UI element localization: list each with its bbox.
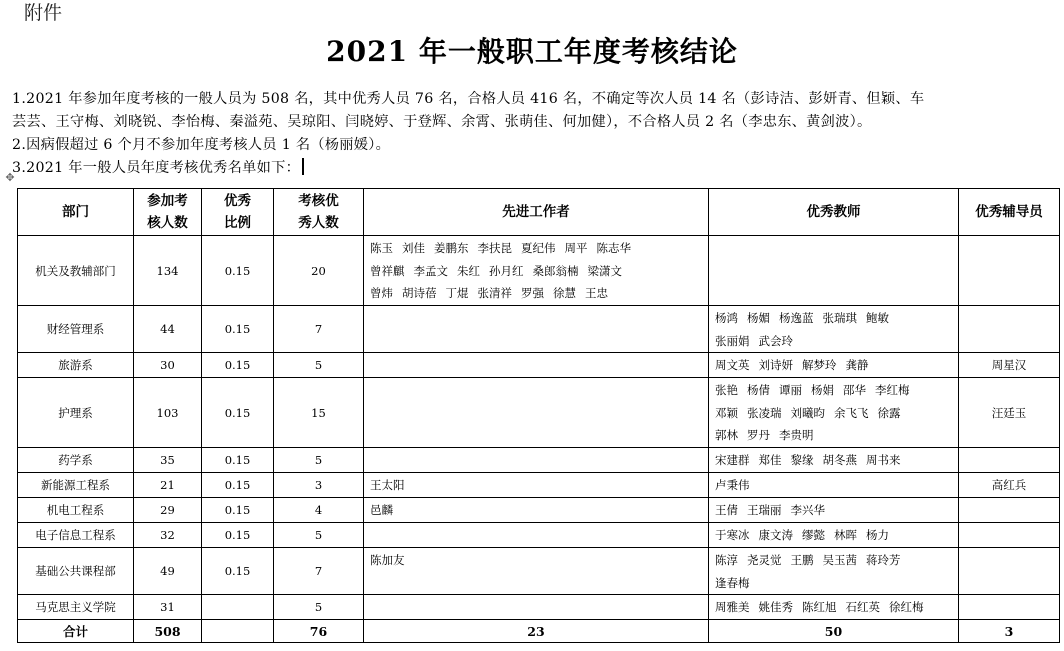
person-name: 曾祥麒 (370, 263, 405, 278)
dept-cell: 财经管理系 (18, 306, 134, 353)
excellent-count-cell: 7 (274, 548, 364, 595)
counselors-cell (959, 448, 1060, 473)
name-line (715, 474, 958, 497)
ratio-cell: 0.15 (202, 236, 274, 306)
excellent-staff-table (17, 188, 1060, 643)
person-name: 王忠 (585, 286, 608, 300)
person-name: 杨媚 (747, 311, 770, 325)
total-row (18, 620, 1060, 643)
person-name: 罗丹 (747, 428, 770, 442)
person-name: 刘佳 (402, 241, 425, 255)
attachment-label: 附件 (24, 2, 63, 24)
advanced-workers-cell (364, 595, 709, 620)
excellent-teachers-cell (709, 498, 959, 523)
table-row (18, 236, 1060, 306)
name-line (370, 260, 708, 283)
dept-cell: 新能源工程系 (18, 473, 134, 498)
excellent-count-cell: 15 (274, 378, 364, 448)
counselors-cell (959, 498, 1060, 523)
name-line (715, 449, 958, 472)
advanced-workers-cell (364, 236, 709, 306)
counselors-cell (959, 236, 1060, 306)
ratio-cell: 0.15 (202, 473, 274, 498)
header-participants-line1: 参加考 (147, 193, 188, 209)
counselors-cell: 汪廷玉 (959, 378, 1060, 448)
person-name: 王倩 (715, 503, 738, 517)
person-name: 逢春梅 (715, 575, 750, 590)
table-row (18, 548, 1060, 595)
excellent-teachers-cell (709, 448, 959, 473)
person-name: 丁焜 (445, 286, 469, 300)
name-line (715, 379, 958, 402)
table-row (18, 378, 1060, 448)
ratio-cell: 0.15 (202, 523, 274, 548)
excellent-count-cell: 5 (274, 353, 364, 378)
ratio-cell (202, 595, 274, 620)
person-name: 李孟文 (413, 263, 448, 278)
excellent-teachers-cell (709, 236, 959, 306)
person-name: 卢秉伟 (715, 478, 750, 492)
name-line (715, 572, 958, 595)
person-name: 陈淳 (715, 553, 738, 567)
person-name: 邓颖 (715, 405, 738, 420)
person-name: 姜鹏东 (434, 241, 469, 255)
header-excellent-line1: 考核优 (298, 193, 339, 209)
counselors-cell (959, 306, 1060, 353)
header-excellent-count (274, 189, 364, 236)
person-name: 武会玲 (758, 333, 793, 348)
counselors-cell (959, 523, 1060, 548)
person-name: 余飞飞 (834, 405, 869, 420)
person-name: 李红梅 (875, 383, 910, 397)
person-name: 王瑞丽 (747, 503, 782, 517)
person-name: 杨娟 (811, 383, 834, 397)
table-row (18, 523, 1060, 548)
excellent-teachers-cell (709, 595, 959, 620)
name-line (370, 474, 708, 497)
paragraph-3[interactable] (12, 157, 1064, 180)
ratio-cell: 0.15 (202, 448, 274, 473)
text-cursor (302, 158, 304, 175)
name-line (715, 549, 958, 572)
table-row (18, 473, 1060, 498)
excellent-count-cell: 5 (274, 448, 364, 473)
dept-cell: 马克思主义学院 (18, 595, 134, 620)
excellent-teachers-cell (709, 353, 959, 378)
person-name: 王太阳 (370, 478, 405, 492)
person-name: 石红英 (845, 600, 880, 614)
participants-cell: 49 (134, 548, 202, 595)
name-line (370, 499, 708, 522)
participants-cell: 134 (134, 236, 202, 306)
person-name: 桑郎翁楠 (532, 263, 579, 278)
person-name: 张丽娟 (715, 333, 750, 348)
name-line (715, 524, 958, 547)
ratio-cell: 0.15 (202, 353, 274, 378)
table-row (18, 498, 1060, 523)
person-name: 邵华 (843, 383, 866, 397)
person-name: 林晖 (834, 528, 857, 542)
person-name: 解梦玲 (802, 358, 837, 372)
dept-cell: 护理系 (18, 378, 134, 448)
paragraph-1-line-2: 芸芸、王守梅、刘晓锐、李怡梅、秦溢苑、吴琼阳、闫晓婷、于登辉、余霄、张萌佳、何加健），不合格人员 2 名（李忠东、黄剑波）。 (12, 114, 872, 130)
person-name: 康文涛 (758, 528, 793, 542)
advanced-workers-cell (364, 548, 709, 595)
paragraph-3-text: 3.2021 年一般人员年度考核优秀名单如下： (12, 160, 301, 176)
person-name: 胡诗蓓 (402, 286, 437, 300)
advanced-workers-cell (364, 523, 709, 548)
participants-cell: 32 (134, 523, 202, 548)
person-name: 谭丽 (779, 383, 802, 397)
paragraph-1-line-1: 1.2021 年参加年度考核的一般人员为 508 名，其中优秀人员 76 名，合格人员 416 名，不确定等次人员 14 名（彭诗洁、彭妍青、但颖、车 (12, 91, 925, 107)
person-name: 郭林 (715, 428, 738, 442)
person-name: 罗强 (521, 286, 544, 300)
person-name: 周书来 (866, 453, 901, 467)
person-name: 姚佳秀 (758, 600, 793, 614)
person-name: 陈红旭 (802, 600, 837, 614)
person-name: 邑麟 (370, 503, 393, 517)
excellent-count-cell: 7 (274, 306, 364, 353)
excellent-count-cell: 5 (274, 595, 364, 620)
dept-cell: 旅游系 (18, 353, 134, 378)
person-name: 缪懿 (802, 528, 825, 542)
counselors-cell (959, 595, 1060, 620)
person-name: 夏纪伟 (521, 241, 556, 255)
excellent-count-cell: 20 (274, 236, 364, 306)
advanced-workers-cell (364, 353, 709, 378)
person-name: 刘诗妍 (758, 358, 793, 372)
header-ratio (202, 189, 274, 236)
advanced-workers-cell (364, 498, 709, 523)
name-line (715, 499, 958, 522)
person-name: 张艳 (715, 383, 738, 397)
person-name: 周文英 (715, 358, 750, 372)
participants-cell: 44 (134, 306, 202, 353)
table-row (18, 353, 1060, 378)
person-name: 郑佳 (758, 453, 782, 467)
person-name: 李兴华 (790, 503, 825, 517)
participants-cell: 30 (134, 353, 202, 378)
dept-cell: 基础公共课程部 (18, 548, 134, 595)
participants-cell: 21 (134, 473, 202, 498)
counselors-cell: 高红兵 (959, 473, 1060, 498)
header-dept: 部门 (18, 189, 134, 236)
participants-cell: 29 (134, 498, 202, 523)
person-name: 朱红 (457, 263, 480, 278)
person-name: 鲍敏 (866, 311, 889, 325)
total-label: 合计 (18, 620, 134, 643)
paragraph-2: 2.因病假超过 6 个月不参加年度考核人员 1 名（杨丽媛）。 (12, 137, 391, 153)
name-line (370, 549, 708, 572)
header-ratio-line1: 优秀 (224, 193, 251, 209)
header-excellent-teachers: 优秀教师 (709, 189, 959, 236)
excellent-teachers-cell (709, 378, 959, 448)
person-name: 杨倩 (747, 383, 770, 397)
advanced-workers-cell (364, 306, 709, 353)
person-name: 徐慧 (553, 286, 576, 300)
name-line (370, 237, 708, 260)
name-line (715, 424, 958, 447)
header-participants-line2: 核人数 (147, 215, 188, 231)
counselors-cell: 周星汉 (959, 353, 1060, 378)
header-excellent-line2: 秀人数 (298, 215, 339, 231)
name-line (715, 330, 958, 353)
person-name: 周雅美 (715, 600, 750, 614)
name-line (715, 596, 958, 619)
ratio-cell: 0.15 (202, 306, 274, 353)
participants-cell: 103 (134, 378, 202, 448)
excellent-teachers-cell (709, 548, 959, 595)
participants-cell: 31 (134, 595, 202, 620)
person-name: 尧灵觉 (747, 553, 782, 567)
person-name: 刘曦昀 (790, 405, 825, 420)
person-name: 陈加友 (370, 553, 405, 567)
person-name: 王鹏 (790, 553, 814, 567)
dept-cell: 机电工程系 (18, 498, 134, 523)
person-name: 龚静 (845, 358, 869, 372)
total-teachers: 50 (709, 620, 959, 643)
table-header-row (18, 189, 1060, 236)
excellent-count-cell: 4 (274, 498, 364, 523)
name-line (715, 307, 958, 330)
dept-cell: 电子信息工程系 (18, 523, 134, 548)
person-name: 李扶昆 (477, 241, 512, 255)
header-participants (134, 189, 202, 236)
total-ratio (202, 620, 274, 643)
table-move-handle-icon[interactable]: ✥ (5, 171, 15, 184)
excellent-teachers-cell (709, 306, 959, 353)
advanced-workers-cell (364, 378, 709, 448)
person-name: 宋建群 (715, 453, 750, 467)
person-name: 杨力 (866, 528, 889, 542)
dept-cell: 机关及教辅部门 (18, 236, 134, 306)
name-line (715, 402, 958, 425)
person-name: 张清祥 (477, 286, 512, 300)
person-name: 梁潇文 (587, 263, 622, 278)
person-name: 杨鸿 (715, 311, 738, 325)
counselors-cell (959, 548, 1060, 595)
person-name: 徐露 (877, 405, 901, 420)
person-name: 蒋玲芳 (866, 553, 901, 567)
advanced-workers-cell (364, 448, 709, 473)
header-excellent-counselors: 优秀辅导员 (959, 189, 1060, 236)
person-name: 于寒冰 (715, 528, 750, 542)
participants-cell: 35 (134, 448, 202, 473)
header-ratio-line2: 比例 (224, 215, 251, 231)
person-name: 周平 (564, 241, 588, 255)
excellent-teachers-cell (709, 523, 959, 548)
person-name: 吴玉茜 (822, 553, 857, 567)
dept-cell: 药学系 (18, 448, 134, 473)
name-line (370, 282, 708, 305)
excellent-count-cell: 5 (274, 523, 364, 548)
document-title: 2021 年一般职工年度考核结论 (326, 35, 738, 68)
total-workers: 23 (364, 620, 709, 643)
person-name: 陈志华 (596, 241, 631, 255)
ratio-cell: 0.15 (202, 378, 274, 448)
person-name: 李贵明 (779, 428, 814, 442)
person-name: 黎缘 (790, 453, 814, 467)
ratio-cell: 0.15 (202, 498, 274, 523)
header-advanced-workers: 先进工作者 (364, 189, 709, 236)
person-name: 张瑞琪 (822, 311, 857, 325)
name-line (715, 354, 958, 377)
advanced-workers-cell (364, 473, 709, 498)
excellent-teachers-cell (709, 473, 959, 498)
person-name: 曾炜 (370, 286, 393, 300)
person-name: 徐红梅 (889, 600, 924, 614)
ratio-cell: 0.15 (202, 548, 274, 595)
total-excellent: 76 (274, 620, 364, 643)
person-name: 陈玉 (370, 241, 393, 255)
person-name: 孙月红 (489, 263, 524, 278)
table-row (18, 448, 1060, 473)
person-name: 杨逸蓝 (779, 311, 814, 325)
table-row (18, 595, 1060, 620)
table-row (18, 306, 1060, 353)
excellent-count-cell: 3 (274, 473, 364, 498)
total-participants: 508 (134, 620, 202, 643)
person-name: 胡冬燕 (822, 453, 857, 467)
total-counselors: 3 (959, 620, 1060, 643)
person-name: 张凌瑞 (747, 405, 782, 420)
